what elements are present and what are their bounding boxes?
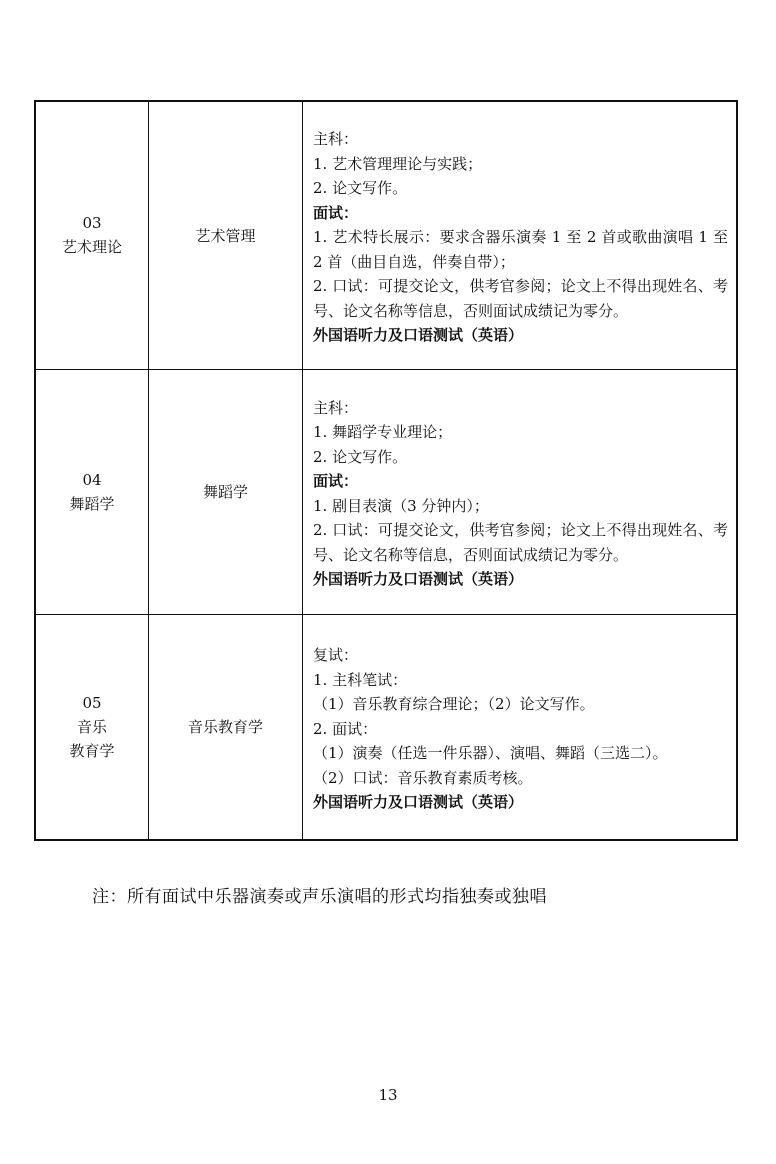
content-line: （2）口试：音乐教育素质考核。: [313, 768, 533, 787]
code-cell: [35, 614, 149, 840]
direction-code: 05: [82, 693, 102, 712]
table-row: [35, 101, 737, 369]
content-line: 2. 面试：: [313, 719, 378, 738]
content-line: （1）演奏（任选一件乐器）、演唱、舞蹈（三选二）。: [313, 744, 668, 762]
content-line: 1. 剧目表演（3 分钟内）；: [313, 496, 489, 515]
content-line: 1. 艺术管理理论与实践；: [313, 154, 483, 173]
content-line: 外国语听力及口语测试（英语）: [313, 570, 524, 588]
content-line: （1）音乐教育综合理论；（2）论文写作。: [313, 695, 595, 713]
exam-subjects-table: [34, 100, 738, 841]
content-line: 1. 舞蹈学专业理论；: [313, 423, 453, 441]
direction-name-line2: 教育学: [69, 741, 115, 760]
content-line: 外国语听力及口语测试（英语）: [313, 326, 524, 344]
content-line: 1. 主科笔试：: [313, 670, 408, 689]
direction-name: 艺术理论: [61, 238, 122, 257]
major-cell: 艺术管理: [149, 101, 303, 369]
content-line: 面试：: [313, 203, 359, 222]
content-line: 1. 艺术特长展示：要求含器乐演奏 1 至 2 首或歌曲演唱 1 至 2 首（曲目自选，伴奏自带）；: [313, 228, 728, 271]
content-cell: [303, 101, 738, 369]
major-cell: 舞蹈学: [149, 369, 303, 614]
content-line: 主科：: [313, 130, 359, 148]
content-line: 复试：: [313, 646, 359, 664]
direction-code: 03: [82, 214, 102, 233]
code-cell: [35, 369, 149, 614]
major-cell: 音乐教育学: [149, 614, 303, 840]
direction-code: 04: [82, 470, 102, 489]
page-number: 13: [378, 1086, 398, 1104]
table-row: [35, 369, 737, 614]
table-row: [35, 614, 737, 840]
content-line: 主科：: [313, 398, 359, 417]
content-line: 2. 论文写作。: [313, 447, 408, 466]
content-cell: [303, 369, 738, 614]
direction-name: 舞蹈学: [69, 494, 115, 513]
content-line: 2. 论文写作。: [313, 179, 408, 197]
content-line: 面试：: [313, 472, 359, 490]
direction-name: 音乐: [76, 717, 107, 736]
code-cell: [35, 101, 149, 369]
content-cell: [303, 614, 738, 840]
content-line: 外国语听力及口语测试（英语）: [313, 793, 524, 811]
content-line: 2. 口试：可提交论文，供考官参阅；论文上不得出现姓名、考号、论文名称等信息，否则面试成绩记为零分。: [313, 521, 728, 564]
content-line: 2. 口试：可提交论文，供考官参阅；论文上不得出现姓名、考号、论文名称等信息，否则面试成绩记为零分。: [313, 277, 728, 320]
footnote: 注：所有面试中乐器演奏或声乐演唱的形式均指独奏或独唱: [92, 887, 547, 907]
